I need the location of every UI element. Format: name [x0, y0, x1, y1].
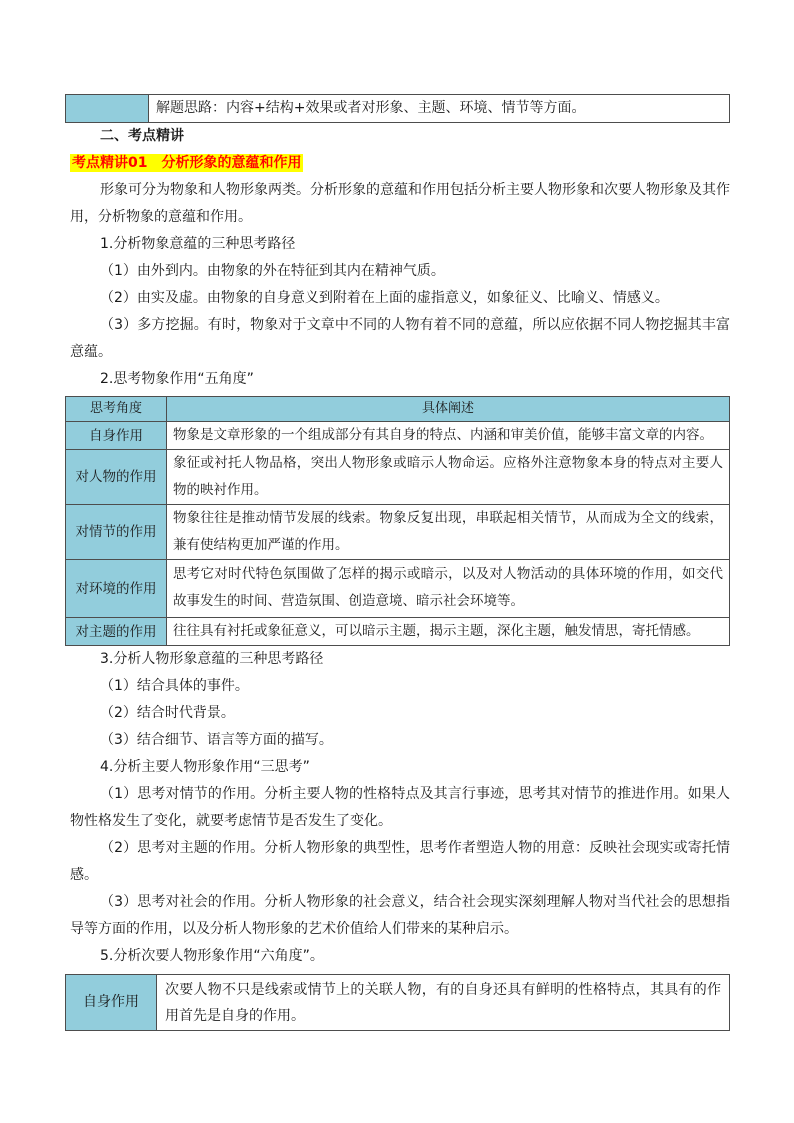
key-point-title: 考点精讲01 分析形象的意蕴和作用 — [72, 155, 302, 171]
part3-item: （2）结合时代背景。 — [100, 705, 235, 721]
section-heading: 二、考点精讲 — [100, 128, 184, 144]
solution-approach-text: 解题思路：内容+结构+效果或者对形象、主题、环境、情节等方面。 — [149, 95, 730, 123]
description-cell: 思考它对时代特色氛围做了怎样的揭示或暗示，以及对人物活动的具体环境的作用，如交代故事发生的时间、营造氛围、创造意境、暗示社会环境等。 — [167, 560, 730, 618]
label-cell — [66, 95, 149, 123]
description-cell: 往往具有衬托或象征意义，可以暗示主题，揭示主题，深化主题，触发情思，寄托情感。 — [167, 618, 730, 646]
part4-heading: 4.分析主要人物形象作用“三思考” — [100, 759, 310, 775]
description-cell: 物象往往是推动情节发展的线索。物象反复出现，串联起相关情节，从而成为全文的线索，兼有使结构更加严谨的作用。 — [167, 505, 730, 560]
part3-item: （3）结合细节、语言等方面的描写。 — [100, 732, 333, 748]
part4-item: （1）思考对情节的作用。分析主要人物的性格特点及其言行事迹，思考其对情节的推进作用。如果人物性格发生了变化，就要考虑情节是否发生了变化。 — [70, 786, 730, 829]
highlight-line — [65, 150, 730, 177]
header-angle: 思考角度 — [66, 397, 167, 422]
description-cell: 次要人物不只是线索或情节上的关联人物，有的自身还具有鲜明的性格特点，其具有的作用首先是自身的作用。 — [157, 975, 730, 1031]
angle-cell: 对主题的作用 — [66, 618, 167, 646]
table-row — [66, 560, 730, 618]
angle-cell: 对环境的作用 — [66, 560, 167, 618]
table-row — [66, 95, 730, 123]
part4-item: （3）思考对社会的作用。分析人物形象的社会意义，结合社会现实深刻理解人物对当代社会的思想指导等方面的作用，以及分析人物形象的艺术价值给人们带来的某种启示。 — [70, 894, 730, 937]
solution-approach-table — [65, 94, 730, 123]
description-cell: 物象是文章形象的一个组成部分有其自身的特点、内涵和审美价值，能够丰富文章的内容。 — [167, 422, 730, 450]
table-row — [66, 450, 730, 505]
intro-paragraph: 形象可分为物象和人物形象两类。分析形象的意蕴和作用包括分析主要人物形象和次要人物形象及其作用，分析物象的意蕴和作用。 — [70, 182, 730, 225]
part1-item: （1）由外到内。由物象的外在特征到其内在精神气质。 — [100, 263, 445, 279]
document-page — [65, 94, 730, 1031]
part1-item: （2）由实及虚。由物象的自身意义到附着在上面的虚指意义，如象征义、比喻义、情感义。 — [100, 290, 669, 306]
table-row — [66, 422, 730, 450]
angle-cell: 对情节的作用 — [66, 505, 167, 560]
six-angles-table — [65, 974, 730, 1031]
table-header-row — [66, 397, 730, 422]
part1-item: （3）多方挖掘。有时，物象对于文章中不同的人物有着不同的意蕴，所以应依据不同人物挖掘其丰富意蕴。 — [70, 317, 730, 360]
header-description: 具体阐述 — [167, 397, 730, 422]
angle-cell: 对人物的作用 — [66, 450, 167, 505]
part5-heading: 5.分析次要人物形象作用“六角度”。 — [100, 948, 324, 964]
angle-cell: 自身作用 — [66, 422, 167, 450]
part3-heading: 3.分析人物形象意蕴的三种思考路径 — [100, 651, 324, 667]
part4-item: （2）思考对主题的作用。分析人物形象的典型性，思考作者塑造人物的用意：反映社会现实或寄托情感。 — [70, 840, 730, 883]
table-row — [66, 618, 730, 646]
part3-item: （1）结合具体的事件。 — [100, 678, 249, 694]
part2-heading: 2.思考物象作用“五角度” — [100, 371, 254, 387]
part1-heading: 1.分析物象意蕴的三种思考路径 — [100, 236, 296, 252]
table-row — [66, 505, 730, 560]
table-row — [66, 975, 730, 1031]
five-angles-table — [65, 396, 730, 646]
angle-cell: 自身作用 — [66, 975, 157, 1031]
description-cell: 象征或衬托人物品格，突出人物形象或暗示人物命运。应格外注意物象本身的特点对主要人物的映衬作用。 — [167, 450, 730, 505]
